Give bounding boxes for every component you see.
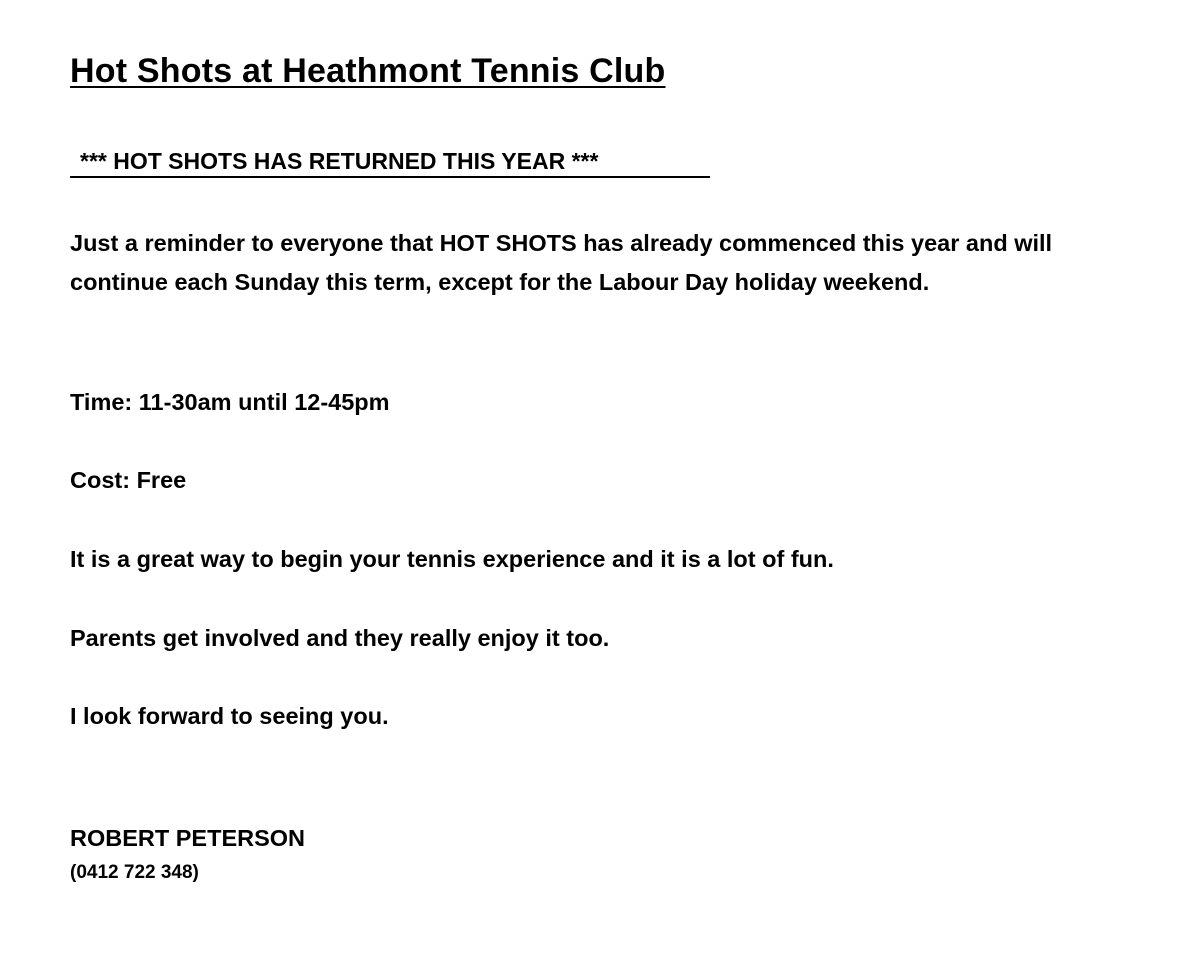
cost-line: Cost: Free bbox=[70, 467, 187, 493]
time-line: Time: 11-30am until 12-45pm bbox=[70, 389, 390, 415]
parents-line: Parents get involved and they really enjoy it too. bbox=[70, 625, 610, 651]
announcement-subtitle: *** HOT SHOTS HAS RETURNED THIS YEAR *** bbox=[70, 146, 710, 178]
signer-phone: (0412 722 348) bbox=[70, 862, 199, 883]
document-title: Hot Shots at Heathmont Tennis Club bbox=[70, 52, 666, 90]
closing-line: I look forward to seeing you. bbox=[70, 703, 389, 729]
intro-paragraph: Just a reminder to everyone that HOT SHOTS has already commenced this year and will continue each Sunday this term, except for the Labour Day holiday weekend. bbox=[70, 230, 1053, 295]
signer-name: ROBERT PETERSON bbox=[70, 825, 306, 851]
experience-line: It is a great way to begin your tennis experience and it is a lot of fun. bbox=[70, 546, 834, 572]
